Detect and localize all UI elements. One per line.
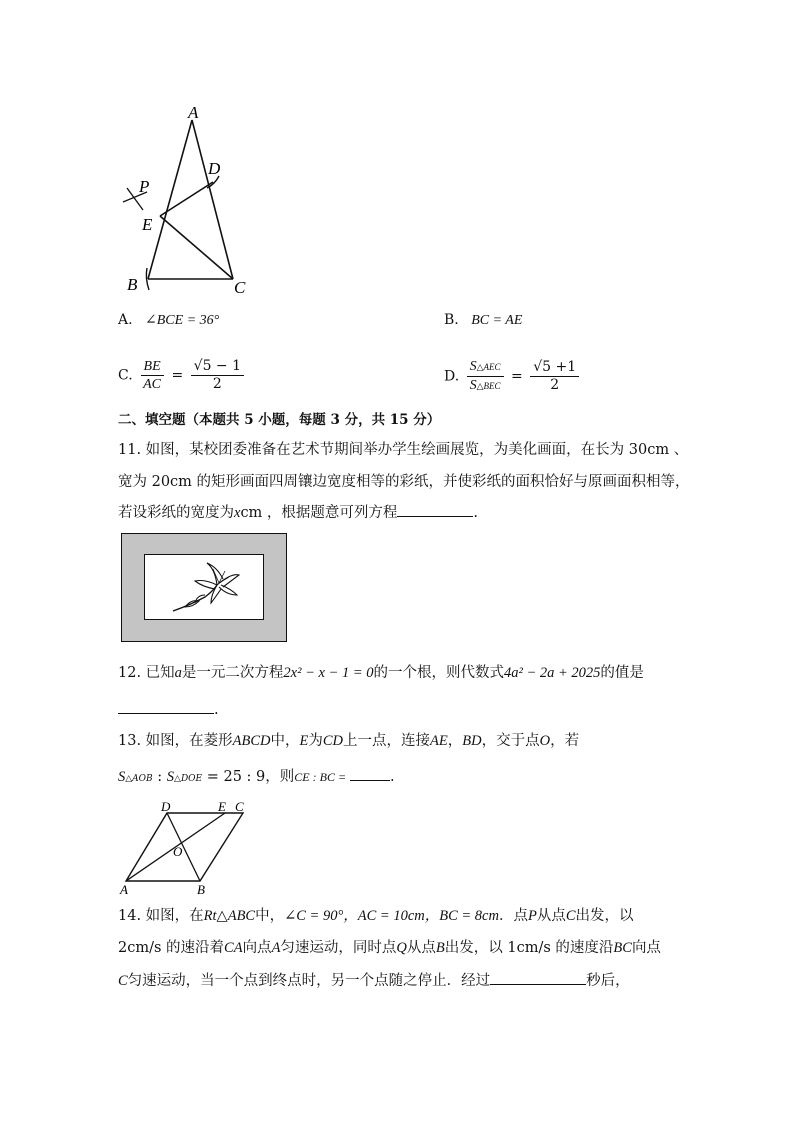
q12-line2: . — [118, 699, 219, 720]
q11-line3: 若设彩纸的宽度为xcm ，根据题意可列方程 . — [118, 502, 478, 523]
q14-line1: 14. 如图，在Rt△ABC中，∠C = 90°，AC = 10cm，BC = 8cm．点P从点C出发，以 — [118, 908, 634, 924]
q14-answer-blank[interactable] — [490, 970, 586, 985]
label-d: D — [208, 159, 221, 178]
option-b-label: B. — [444, 312, 459, 328]
label-b: B — [197, 882, 205, 897]
section-heading: 二、填空题（本题共 5 小题，每题 3 分，共 15 分） — [118, 412, 441, 428]
option-c-equals: = — [171, 367, 184, 384]
option-c-value — [191, 358, 244, 393]
q11-line2: 宽为 20cm 的矩形画面四周镶边宽度相等的彩纸，并使彩纸的面积恰好与原画面积相等， — [118, 474, 690, 490]
triangle-figure — [115, 98, 265, 298]
option-b[interactable] — [444, 312, 522, 329]
diagonal-bd — [167, 813, 200, 881]
segment-ed — [160, 182, 213, 216]
rhombus-abcd — [126, 813, 243, 881]
option-a-text: ∠BCE = 36° — [145, 313, 220, 328]
q14-line3: C匀速运动，当一个点到终点时，另一个点随之停止．经过 秒后， — [118, 970, 630, 991]
label-c: C — [235, 799, 244, 814]
option-d[interactable] — [444, 358, 582, 395]
label-e: E — [218, 799, 226, 814]
segment-ac — [192, 120, 233, 279]
q11-answer-blank[interactable] — [397, 502, 473, 517]
segment-ce — [160, 216, 233, 279]
label-b: B — [127, 275, 138, 294]
option-d-denominator: S△BEC — [469, 378, 501, 393]
label-d: D — [161, 799, 171, 814]
option-d-value — [530, 359, 579, 394]
option-c-label: C. — [118, 367, 133, 384]
label-a: A — [120, 882, 128, 897]
q14-line2: 2cm/s 的速沿着CA向点A匀速运动，同时点Q从点B出发，以 1cm/s 的速度沿BC向点 — [118, 940, 661, 956]
option-b-text: BC = AE — [471, 313, 523, 328]
q12-line1: 12. 已知a是一元二次方程2x² − x − 1 = 0的一个根，则代数式4a² − 2a + 2025的值是 — [118, 665, 644, 681]
option-d-fraction — [467, 358, 504, 395]
option-c-fraction — [140, 358, 164, 393]
framed-painting-figure — [121, 533, 287, 642]
label-p: P — [139, 177, 150, 196]
option-d-numerator: S△AEC — [467, 358, 504, 377]
option-a[interactable] — [118, 312, 219, 329]
option-c-denominator: AC — [143, 377, 162, 392]
option-d-value-den: 2 — [550, 377, 560, 393]
lily-flower-icon — [145, 555, 265, 621]
label-a: A — [188, 103, 199, 122]
q11-line1: 11. 如图，某校团委准备在艺术节期间举办学生绘画展览，为美化画面，在长为 30cm 、 — [118, 442, 689, 458]
option-d-value-num: √5 +1 — [530, 359, 579, 377]
label-c: C — [234, 278, 246, 297]
label-o: O — [173, 844, 183, 859]
option-c-numerator: BE — [141, 358, 164, 376]
option-d-equals: = — [511, 368, 523, 385]
painting-canvas — [144, 554, 264, 620]
option-c[interactable] — [118, 358, 247, 393]
option-c-value-num: √5 − 1 — [191, 358, 244, 376]
label-e: E — [142, 215, 153, 234]
option-d-label: D. — [444, 368, 460, 385]
q13-answer-blank[interactable] — [350, 766, 390, 781]
option-a-label: A. — [118, 312, 133, 328]
rhombus-figure — [115, 798, 255, 898]
q13-line1: 13. 如图，在菱形ABCD中，E为CD上一点，连接AE，BD，交于点O，若 — [118, 733, 580, 749]
q13-line2: S△AOB : S△DOE = 25 : 9，则CE : BC = . — [118, 766, 395, 789]
q12-answer-blank[interactable] — [118, 699, 214, 714]
option-c-value-den: 2 — [212, 376, 222, 392]
